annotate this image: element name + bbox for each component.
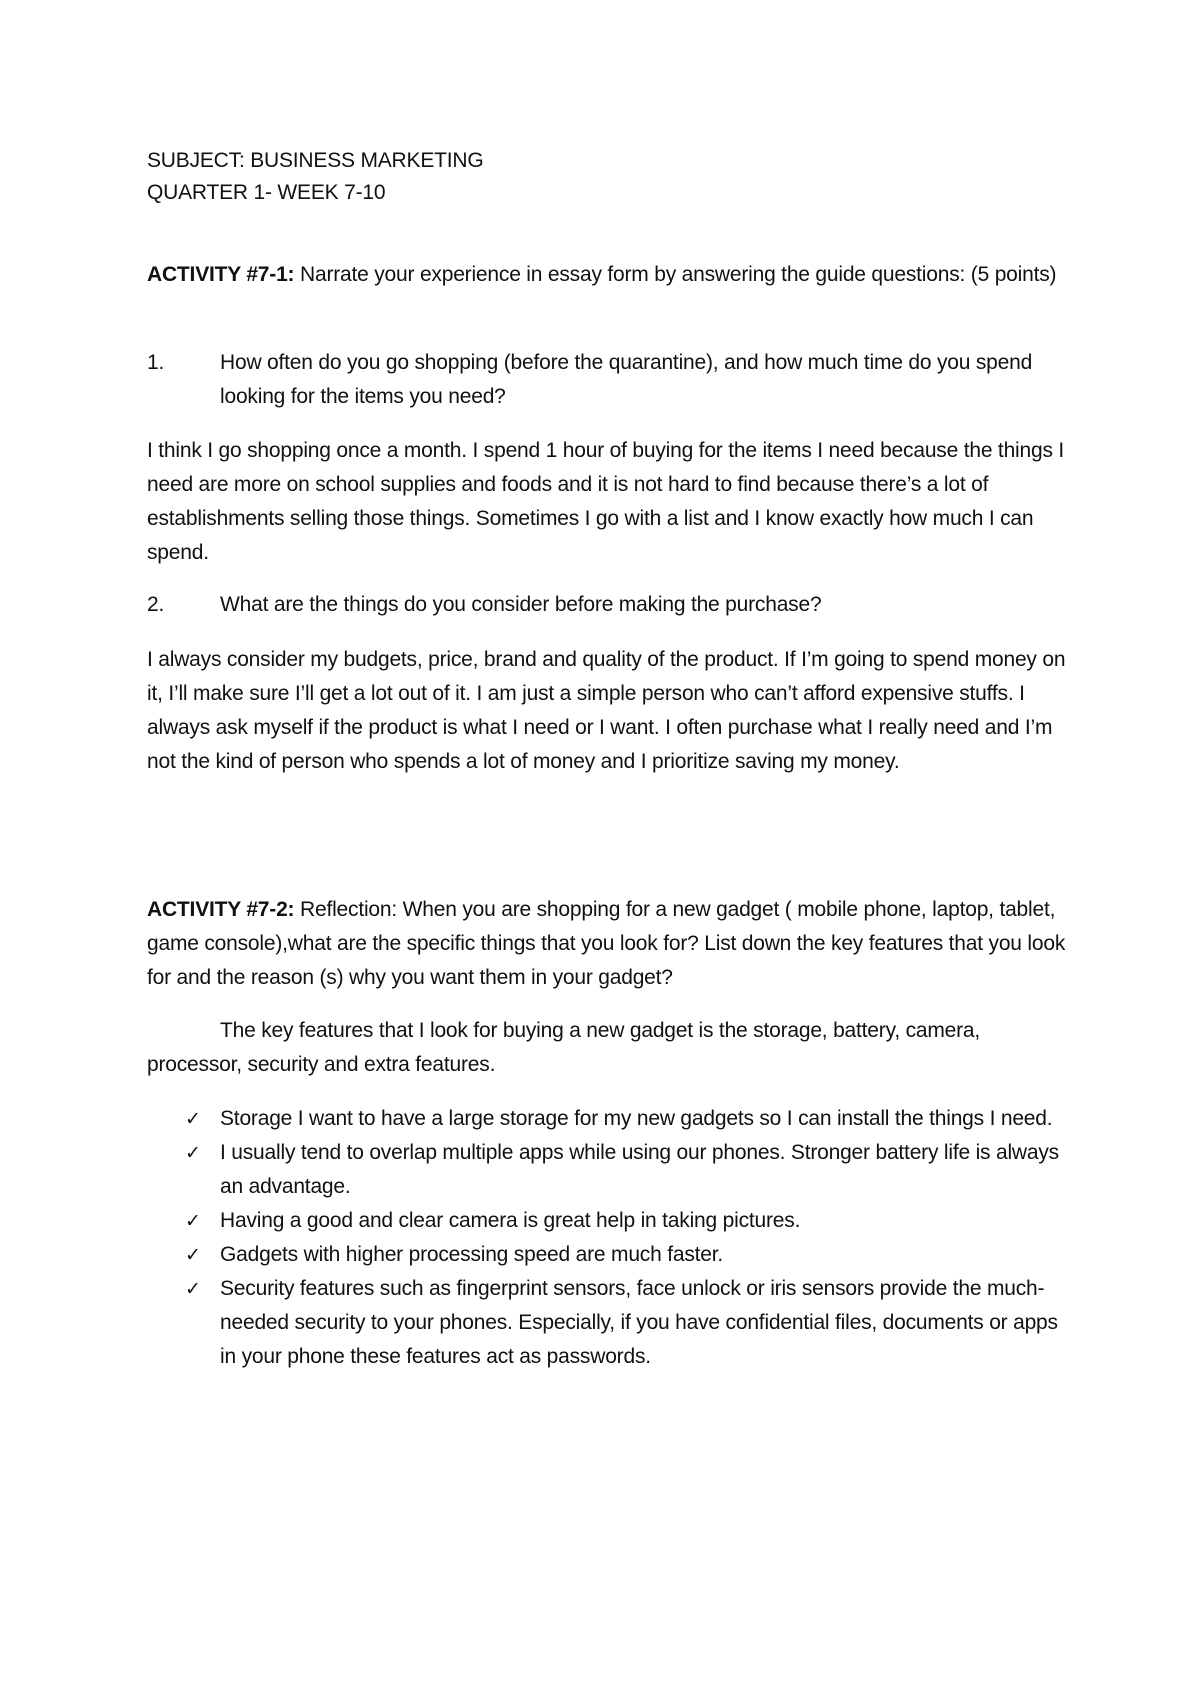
question-2-number: 2. (147, 593, 165, 616)
question-1-text: How often do you go shopping (before the quarantine), and how much time do you spend looking for the items you need? (220, 351, 1033, 408)
activity-1-prompt-text: Narrate your experience in essay form by answering the guide questions: (5 points) (294, 263, 1057, 286)
activity-1-label: ACTIVITY #7-1: (147, 263, 295, 286)
list-item (147, 1272, 1067, 1374)
question-1-number: 1. (147, 351, 165, 374)
feature-list (147, 1102, 1067, 1374)
feature-checklist (147, 1102, 1067, 1374)
question-2 (147, 588, 1067, 622)
question-1 (147, 346, 1067, 414)
subject-line: SUBJECT: BUSINESS MARKETING (147, 149, 484, 172)
checkmark-icon: ✓ (185, 1278, 201, 1300)
list-item (147, 1102, 1067, 1136)
feature-text: Security features such as fingerprint sensors, face unlock or iris sensors provide the much-needed security to your phones. Especially, if you have confidential files, documents or apps in your phone these features act as passwords. (220, 1277, 1058, 1368)
list-item (147, 1204, 1067, 1238)
list-item (147, 1238, 1067, 1272)
activity-1-prompt (147, 258, 1067, 292)
feature-text: Gadgets with higher processing speed are much faster. (220, 1243, 724, 1266)
answer-1: I think I go shopping once a month. I spend 1 hour of buying for the items I need because the things I need are more on school supplies and foods and it is not hard to find because there’s a lot of establishments selling those things. Sometimes I go with a list and I know exactly how much I can spend. (147, 439, 1065, 564)
checkmark-icon: ✓ (185, 1244, 201, 1266)
activity-2-intro: The key features that I look for buying a new gadget is the storage, battery, camera, processor, security and extra features. (147, 1019, 981, 1076)
checkmark-icon: ✓ (185, 1142, 201, 1164)
feature-text: Having a good and clear camera is great help in taking pictures. (220, 1209, 801, 1232)
question-2-text: What are the things do you consider before making the purchase? (220, 593, 822, 616)
feature-text: Storage I want to have a large storage for my new gadgets so I can install the things I need. (220, 1107, 1053, 1130)
activity-2-prompt (147, 893, 1067, 995)
activity-2-prompt-text: Reflection: When you are shopping for a new gadget ( mobile phone, laptop, tablet, game console),what are the specific things that you look for? List down the key features that you look for and the reason (s) why you want them in your gadget? (147, 898, 1066, 989)
answer-2: I always consider my budgets, price, brand and quality of the product. If I’m going to spend money on it, I’ll make sure I’ll get a lot out of it. I am just a simple person who can’t afford expensive stuffs. I always ask myself if the product is what I need or I want. I often purchase what I really need and I’m not the kind of person who spends a lot of money and I prioritize saving my money. (147, 648, 1066, 773)
quarter-line: QUARTER 1- WEEK 7-10 (147, 181, 386, 204)
checkmark-icon: ✓ (185, 1210, 201, 1232)
list-item (147, 1136, 1067, 1204)
document-header (147, 145, 484, 209)
feature-text: I usually tend to overlap multiple apps while using our phones. Stronger battery life is always an advantage. (220, 1141, 1059, 1198)
activity-2-label: ACTIVITY #7-2: (147, 898, 295, 921)
checkmark-icon: ✓ (185, 1108, 201, 1130)
